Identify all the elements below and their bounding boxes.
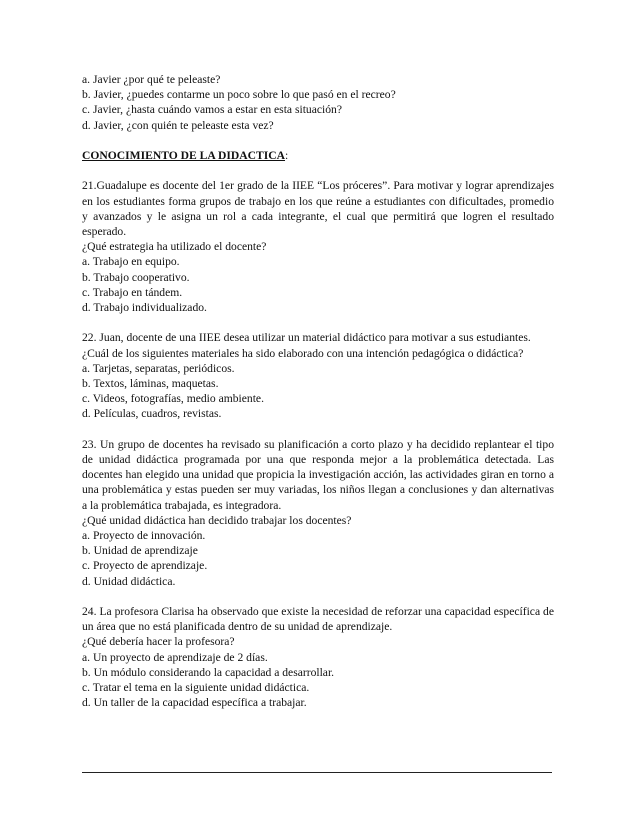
question-22-stem: 22. Juan, docente de una IIEE desea utilizar un material didáctico para motivar a sus estudiantes. [82, 331, 531, 345]
option-d: d. Unidad didáctica. [82, 574, 176, 588]
document-page [82, 72, 554, 710]
option-d: d. Un taller de la capacidad específica a trabajar. [82, 696, 307, 710]
footer-divider [82, 772, 552, 773]
section-heading [82, 148, 554, 163]
option-a: a. Proyecto de innovación. [82, 529, 206, 543]
option-c: c. Trabajo en tándem. [82, 285, 183, 299]
question-23 [82, 437, 554, 589]
option-c: c. Tratar el tema en la siguiente unidad didáctica. [82, 681, 310, 695]
question-22-prompt: ¿Cuál de los siguientes materiales ha sido elaborado con una intención pedagógica o didáctica? [82, 346, 524, 360]
option-d: d. Películas, cuadros, revistas. [82, 407, 222, 421]
question-23-stem: 23. Un grupo de docentes ha revisado su planificación a corto plazo y ha decidido replantear el tipo de unidad didáctica programada por una que responda mejor a la problemática detectada. Las docentes han elegido una unidad que propicia la investigación acción, las actividades giran en torno a una problemática y estas pueden ser muy variadas, los niños llegan a conclusiones y dan alternativas a la problemática trabajada, es integradora. [82, 437, 554, 512]
question-24-prompt: ¿Qué debería hacer la profesora? [82, 635, 235, 649]
section-heading-text: CONOCIMIENTO DE LA DIDACTICA [82, 149, 286, 162]
option-c: c. Videos, fotografías, medio ambiente. [82, 392, 264, 406]
question-21 [82, 178, 554, 315]
question-21-stem: 21.Guadalupe es docente del 1er grado de la IIEE “Los próceres”. Para motivar y lograr aprendizajes en los estudiantes forma grupos de trabajo en los que reúne a estudiantes con dificultades, promedio y avanzados y le asigna un rol a cada integrante, el cual que permitirá que logren el resultado esperado. [82, 179, 554, 238]
section-heading-colon: : [285, 149, 289, 162]
option-a: a. Tarjetas, separatas, periódicos. [82, 361, 235, 375]
option-b: b. Un módulo considerando la capacidad a desarrollar. [82, 665, 335, 679]
option-d: d. Javier, ¿con quién te peleaste esta vez? [82, 118, 274, 132]
option-a: a. Un proyecto de aprendizaje de 2 días. [82, 650, 268, 664]
option-d: d. Trabajo individualizado. [82, 301, 207, 315]
option-a: a. Javier ¿por qué te peleaste? [82, 73, 221, 86]
option-b: b. Trabajo cooperativo. [82, 270, 190, 284]
option-a: a. Trabajo en equipo. [82, 255, 180, 269]
option-b: b. Unidad de aprendizaje [82, 544, 198, 558]
option-c: c. Javier, ¿hasta cuándo vamos a estar en esta situación? [82, 103, 342, 117]
question-22 [82, 330, 554, 421]
question-20-options [82, 72, 554, 133]
question-24 [82, 604, 554, 710]
option-b: b. Textos, láminas, maquetas. [82, 377, 219, 391]
option-b: b. Javier, ¿puedes contarme un poco sobre lo que pasó en el recreo? [82, 88, 396, 102]
question-23-prompt: ¿Qué unidad didáctica han decidido trabajar los docentes? [82, 513, 352, 527]
question-21-prompt: ¿Qué estrategia ha utilizado el docente? [82, 240, 267, 254]
option-c: c. Proyecto de aprendizaje. [82, 559, 208, 573]
question-24-stem: 24. La profesora Clarisa ha observado que existe la necesidad de reforzar una capacidad específica de un área que no está planificada dentro de su unidad de aprendizaje. [82, 605, 554, 634]
